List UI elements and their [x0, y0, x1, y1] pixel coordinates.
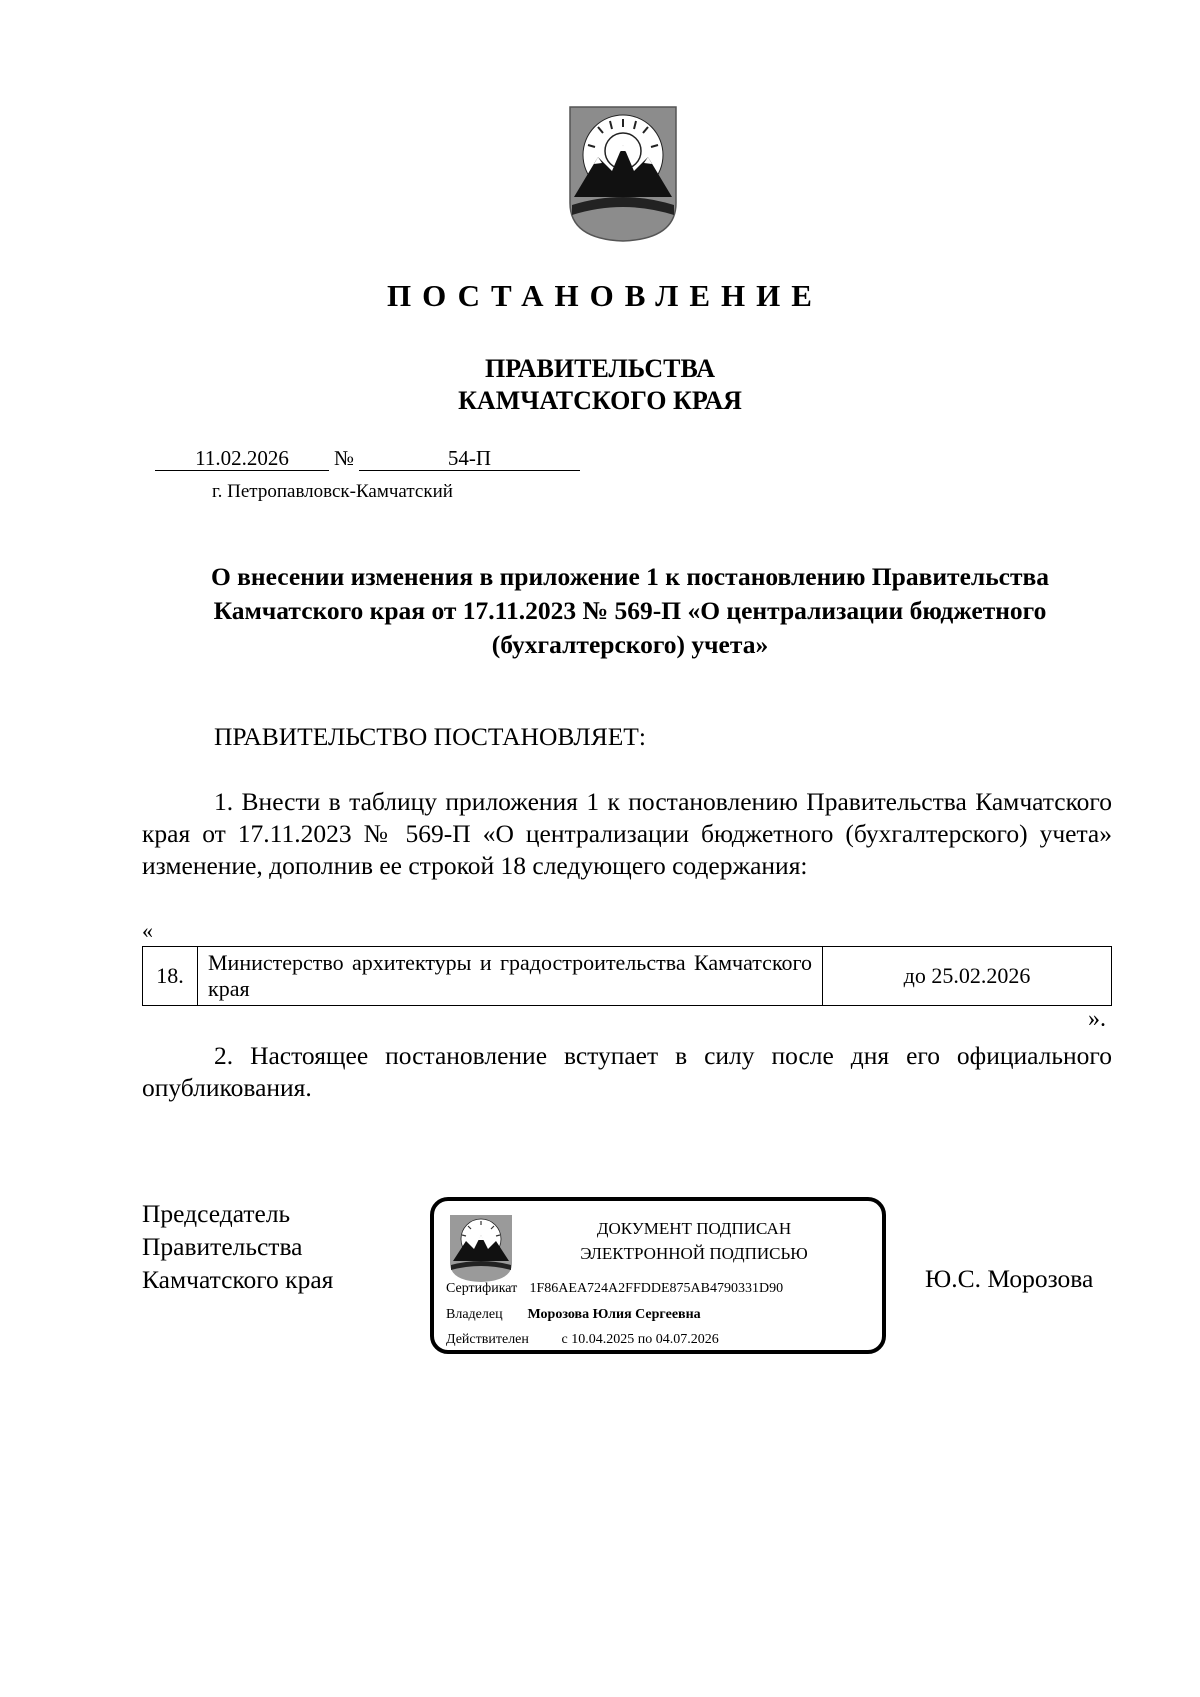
stamp-owner-row: [446, 1307, 701, 1323]
government-line-2: КАМЧАТСКОГО КРАЯ: [458, 386, 742, 415]
certificate-label: Сертификат: [446, 1281, 518, 1296]
valid-from-label: с: [561, 1332, 568, 1347]
stamp-title-line-2: ЭЛЕКТРОННОЙ ПОДПИСЬЮ: [580, 1244, 808, 1263]
valid-from: 10.04.2025: [571, 1332, 635, 1347]
quote-open: «: [142, 918, 153, 943]
kamchatka-emblem-icon: [448, 1213, 514, 1283]
row-deadline: до 25.02.2026: [823, 947, 1112, 1006]
owner-label: Владелец: [446, 1307, 503, 1322]
paragraph-2: 2. Настоящее постановление вступает в силу после дня его официального опубликования.: [142, 1041, 1112, 1102]
document-number: 54-П: [359, 446, 580, 471]
resolves-line: ПРАВИТЕЛЬСТВО ПОСТАНОВЛЯЕТ:: [214, 722, 646, 751]
document-heading: О внесении изменения в приложение 1 к постановлению Правительства Камчатского края от 17.11.2023 № 569-П «О централизации бюджетного (бухгалтерского) учета»: [210, 562, 1050, 659]
date-number-line: [155, 446, 580, 470]
government-line-1: ПРАВИТЕЛЬСТВА: [485, 354, 715, 383]
stamp-title-line-1: ДОКУМЕНТ ПОДПИСАН: [596, 1219, 792, 1238]
stamp-validity-row: [446, 1332, 719, 1348]
electronic-signature-stamp: [430, 1197, 886, 1354]
stamp-certificate-row: [446, 1281, 783, 1297]
number-sign: №: [333, 446, 355, 470]
paragraph-1: 1. Внести в таблицу приложения 1 к постановлению Правительства Камчатского края от 17.11.2023 № 569-П «О централизации бюджетного (бухгалтерского) учета» изменение, дополнив ее строкой 18 следующего содержания:: [142, 787, 1112, 880]
signer-position: [142, 1197, 333, 1296]
signer-position-line: Камчатского края: [142, 1265, 334, 1294]
row-number: 18.: [143, 947, 198, 1006]
valid-to-label: по: [637, 1332, 653, 1347]
signer-position-line: Правительства: [142, 1232, 303, 1261]
city: г. Петропавловск-Камчатский: [212, 481, 453, 502]
valid-label: Действителен: [446, 1332, 529, 1347]
signer-name: Ю.С. Морозова: [925, 1264, 1094, 1293]
row-ministry: Министерство архитектуры и градостроительства Камчатского края: [198, 947, 823, 1006]
table-row: [143, 947, 1112, 1006]
certificate-value: 1F86AEA724A2FFDDE875AB4790331D90: [529, 1281, 784, 1296]
kamchatka-coat-of-arms-icon: [568, 105, 678, 243]
document-date: 11.02.2026: [155, 446, 329, 471]
document-title: ПОСТАНОВЛЕНИЕ: [387, 278, 823, 313]
owner-value: Морозова Юлия Сергеевна: [527, 1307, 701, 1322]
inserted-table: [142, 946, 1112, 1006]
quote-close: ».: [1088, 1006, 1106, 1032]
valid-to: 04.07.2026: [655, 1332, 719, 1347]
signer-position-line: Председатель: [142, 1199, 291, 1228]
